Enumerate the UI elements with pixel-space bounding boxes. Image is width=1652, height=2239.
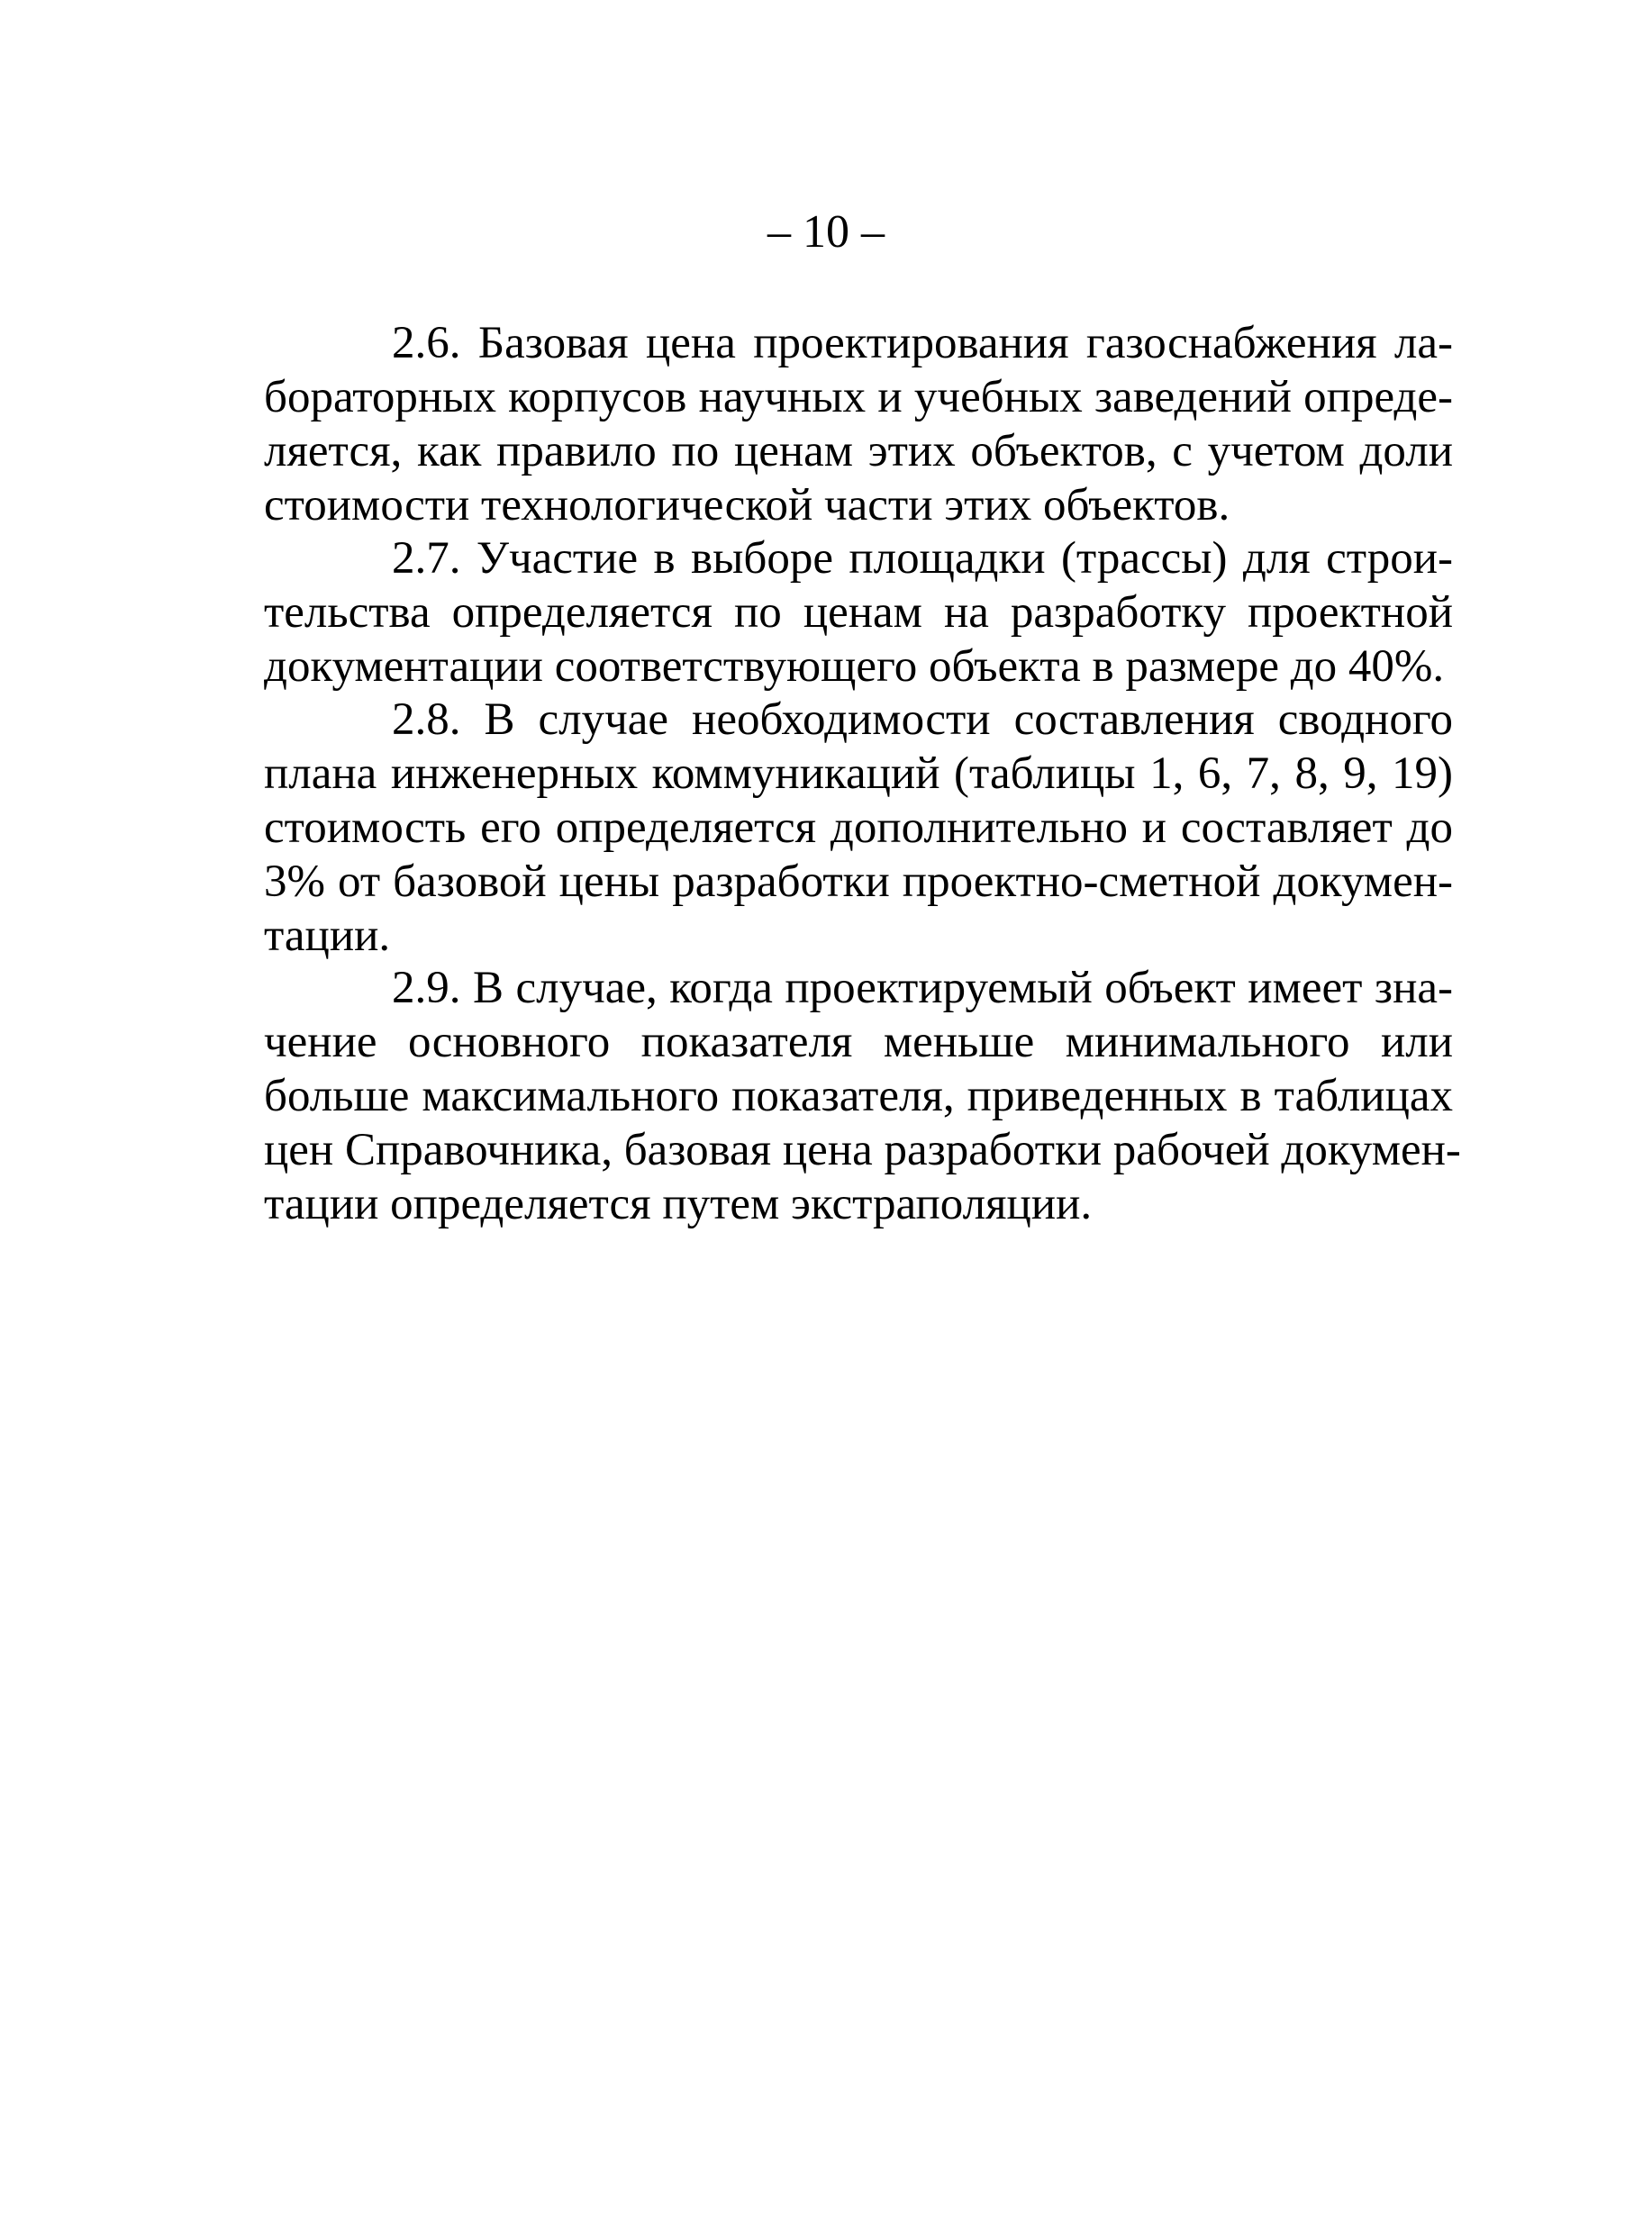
paragraph-line: 2.9. В случае, когда проектируемый объект имеет зна- <box>392 963 1453 1013</box>
paragraph-line: тации определяется путем экстраполяции. <box>264 1179 1093 1229</box>
paragraph-line: тации. <box>264 911 391 961</box>
paragraph-line: документации соответствующего объекта в размере до 40%. <box>264 641 1445 692</box>
paragraph-2-7 <box>264 531 1453 693</box>
paragraph-line: стоимости технологической части этих объектов. <box>264 480 1230 530</box>
paragraph-line: чение основного показателя меньше минимального или <box>264 1017 1453 1067</box>
paragraph-2-9 <box>264 961 1461 1231</box>
paragraph-line: стоимость его определяется дополнительно и составляет до <box>264 802 1453 853</box>
paragraph-line: ляется, как правило по ценам этих объектов, с учетом доли <box>264 426 1453 476</box>
paragraph-line: 3% от базовой цены разработки проектно-сметной докумен- <box>264 857 1453 907</box>
paragraph-line: 2.8. В случае необходимости составления сводного <box>392 694 1453 745</box>
paragraph-2-6 <box>264 316 1453 532</box>
paragraph-line: бораторных корпусов научных и учебных заведений опреде- <box>264 372 1453 422</box>
page-number: – 10 – <box>767 206 885 258</box>
paragraph-line: плана инженерных коммуникаций (таблицы 1, 6, 7, 8, 9, 19) <box>264 748 1453 799</box>
paragraph-line: тельства определяется по ценам на разработку проектной <box>264 587 1453 638</box>
paragraph-line: цен Справочника, базовая цена разработки рабочей докумен- <box>264 1125 1461 1175</box>
paragraph-line: больше максимального показателя, приведенных в таблицах <box>264 1071 1453 1121</box>
paragraph-line: 2.6. Базовая цена проектирования газоснабжения ла- <box>392 318 1453 368</box>
paragraph-2-8 <box>264 693 1453 963</box>
paragraph-line: 2.7. Участие в выборе площадки (трассы) для строи- <box>392 533 1453 584</box>
